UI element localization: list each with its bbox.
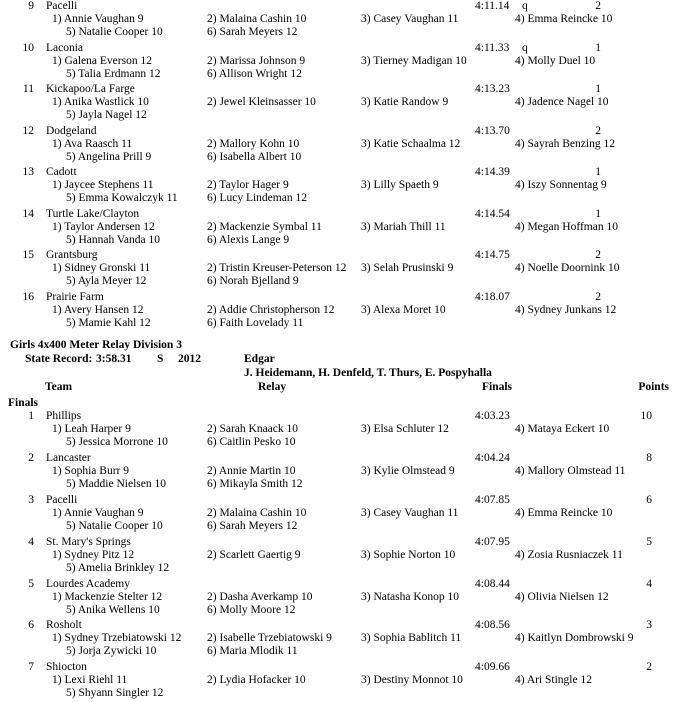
heat-number: 2 — [595, 249, 601, 261]
heat-number: 1 — [595, 208, 601, 220]
runner: 2) Scarlett Gaertig 9 — [207, 549, 301, 561]
runner: 5) Shyann Singler 12 — [66, 687, 164, 699]
runner: 6) Isabella Albert 10 — [207, 151, 302, 163]
team-name: Prairie Farm — [46, 291, 104, 303]
runner: 6) Alexis Lange 9 — [207, 234, 290, 246]
runner: 4) Zosia Rusniaczek 11 — [515, 549, 623, 561]
runner: 6) Sarah Meyers 12 — [207, 520, 298, 532]
team-name: Phillips — [46, 410, 82, 422]
heat-number: 1 — [595, 83, 601, 95]
runner: 6) Lucy Lindeman 12 — [207, 192, 307, 204]
runner: 5) Anika Wellens 10 — [66, 604, 160, 616]
team-name: Lourdes Academy — [46, 578, 130, 590]
team-place: 4 — [28, 536, 34, 548]
runner: 2) Taylor Hager 9 — [207, 179, 289, 191]
runner: 4) Sydney Junkans 12 — [515, 304, 617, 316]
runner: 2) Lydia Hofacker 10 — [207, 674, 306, 686]
team-time: 4:08.56 — [475, 619, 510, 631]
runner: 2) Malaina Cashin 10 — [207, 13, 307, 25]
team-points: 3 — [646, 619, 652, 631]
runner: 5) Angelina Prill 9 — [66, 151, 152, 163]
runner: 1) Jaycee Stephens 11 — [52, 179, 154, 191]
team-name: Turtle Lake/Clayton — [46, 208, 140, 220]
record-time: 3:58.31 — [96, 353, 132, 365]
runner: 3) Destiny Monnot 10 — [361, 674, 463, 686]
runner: 1) Sydney Trzebiatowski 12 — [52, 632, 182, 644]
team-place: 5 — [28, 578, 34, 590]
runner: 1) Avery Hansen 12 — [52, 304, 144, 316]
runner: 4) Noelle Doornink 10 — [515, 262, 620, 274]
team-points: 8 — [646, 452, 652, 464]
section-heading: Finals — [8, 397, 39, 409]
team-name: Dodgeland — [46, 125, 97, 137]
runner: 3) Kylie Olmstead 9 — [361, 465, 455, 477]
team-name: Rosholt — [46, 619, 82, 631]
runner: 4) Emma Reincke 10 — [515, 507, 613, 519]
team-time: 4:14.54 — [475, 208, 510, 220]
runner: 2) Tristin Kreuser-Peterson 12 — [207, 262, 347, 274]
runner: 5) Maddie Nielsen 10 — [66, 478, 166, 490]
runner: 3) Katie Randow 9 — [361, 96, 449, 108]
team-place: 16 — [22, 291, 34, 303]
event-title: Girls 4x400 Meter Relay Division 3 — [10, 339, 182, 351]
runner: 3) Mariah Thill 11 — [361, 221, 446, 233]
runner: 4) Jadence Nagel 10 — [515, 96, 609, 108]
team-time: 4:14.39 — [475, 166, 510, 178]
runner: 2) Annie Martin 10 — [207, 465, 296, 477]
runner: 2) Jewel Kleinsasser 10 — [207, 96, 316, 108]
runner: 3) Selah Prusinski 9 — [361, 262, 454, 274]
heat-number: 1 — [595, 166, 601, 178]
column-header-finals: Finals — [482, 381, 513, 393]
runner: 1) Sidney Gronski 11 — [52, 262, 151, 274]
runner: 1) Galena Everson 12 — [52, 55, 152, 67]
team-name: Laconia — [46, 42, 84, 54]
runner: 4) Molly Duel 10 — [515, 55, 596, 67]
team-points: 6 — [646, 494, 652, 506]
team-place: 2 — [28, 452, 34, 464]
runner: 4) Iszy Sonnentag 9 — [515, 179, 607, 191]
runner: 4) Kaitlyn Dombrowski 9 — [515, 632, 634, 644]
runner: 4) Emma Reincke 10 — [515, 13, 613, 25]
team-time: 4:11.33 — [475, 42, 510, 54]
team-name: Pacelli — [46, 0, 78, 12]
team-name: St. Mary's Springs — [46, 536, 131, 548]
team-place: 12 — [22, 125, 34, 137]
runner: 3) Natasha Konop 10 — [361, 591, 460, 603]
runner: 2) Sarah Knaack 10 — [207, 423, 299, 435]
team-time: 4:08.44 — [475, 578, 510, 590]
runner: 2) Malaina Cashin 10 — [207, 507, 307, 519]
runner: 1) Leah Harper 9 — [52, 423, 131, 435]
team-time: 4:13.70 — [475, 125, 510, 137]
team-time: 4:18.07 — [475, 291, 510, 303]
runner: 5) Talia Erdmann 12 — [66, 68, 161, 80]
team-name: Pacelli — [46, 494, 78, 506]
team-time: 4:04.24 — [475, 452, 510, 464]
runner: 2) Marissa Johnson 9 — [207, 55, 306, 67]
team-time: 4:14.75 — [475, 249, 510, 261]
record-year: 2012 — [178, 353, 201, 365]
column-header-points: Points — [638, 381, 669, 393]
team-place: 9 — [28, 0, 34, 12]
qualifier-mark: q — [522, 42, 528, 54]
runner: 2) Isabelle Trzebiatowski 9 — [207, 632, 332, 644]
runner: 3) Katie Schaalma 12 — [361, 138, 461, 150]
runner: 2) Dasha Averkamp 10 — [207, 591, 313, 603]
team-name: Lancaster — [46, 452, 91, 464]
runner: 6) Allison Wright 12 — [207, 68, 302, 80]
runner: 3) Alexa Moret 10 — [361, 304, 446, 316]
record-school: Edgar — [244, 353, 275, 365]
record-code: S — [157, 353, 164, 365]
runner: 5) Jayla Nagel 12 — [66, 109, 147, 121]
team-points: 2 — [646, 661, 652, 673]
runner: 5) Ayla Meyer 12 — [66, 275, 147, 287]
record-label: State Record: — [25, 353, 93, 365]
qualifier-mark: q — [522, 0, 528, 12]
runner: 2) Mallory Kohn 10 — [207, 138, 300, 150]
runner: 1) Taylor Andersen 12 — [52, 221, 155, 233]
runner: 5) Natalie Cooper 10 — [66, 26, 163, 38]
runner: 1) Annie Vaughan 9 — [52, 507, 144, 519]
team-time: 4:11.14 — [475, 0, 510, 12]
team-place: 11 — [22, 83, 34, 95]
runner: 3) Casey Vaughan 11 — [361, 13, 459, 25]
team-place: 13 — [22, 166, 34, 178]
runner: 1) Lexi Riehl 11 — [52, 674, 128, 686]
team-time: 4:09.66 — [475, 661, 510, 673]
runner: 1) Ava Raasch 11 — [52, 138, 133, 150]
team-time: 4:03.23 — [475, 410, 510, 422]
runner: 1) Sophia Burr 9 — [52, 465, 129, 477]
runner: 5) Jorja Zywicki 10 — [66, 645, 157, 657]
column-header-relay: Relay — [258, 381, 287, 393]
team-name: Cadott — [46, 166, 77, 178]
heat-number: 2 — [595, 291, 601, 303]
runner: 5) Natalie Cooper 10 — [66, 520, 163, 532]
team-name: Shiocton — [46, 661, 87, 673]
runner: 6) Maria Mlodik 11 — [207, 645, 298, 657]
runner: 2) Addie Christopherson 12 — [207, 304, 335, 316]
team-time: 4:13.23 — [475, 83, 510, 95]
runner: 2) Mackenzie Symbal 11 — [207, 221, 322, 233]
column-header-team: Team — [45, 381, 73, 393]
runner: 4) Olivia Nielsen 12 — [515, 591, 609, 603]
runner: 5) Amelia Brinkley 12 — [66, 562, 170, 574]
team-place: 6 — [28, 619, 34, 631]
runner: 6) Faith Lovelady 11 — [207, 317, 304, 329]
team-name: Grantsburg — [46, 249, 98, 261]
runner: 1) Anika Wastlick 10 — [52, 96, 149, 108]
team-time: 4:07.85 — [475, 494, 510, 506]
runner: 3) Elsa Schluter 12 — [361, 423, 449, 435]
team-points: 5 — [646, 536, 652, 548]
runner: 5) Emma Kowalczyk 11 — [66, 192, 178, 204]
runner: 6) Caitlin Pesko 10 — [207, 436, 296, 448]
runner: 5) Hannah Vanda 10 — [66, 234, 160, 246]
heat-number: 2 — [595, 125, 601, 137]
runner: 4) Mallory Olmstead 11 — [515, 465, 626, 477]
heat-number: 1 — [595, 42, 601, 54]
runner: 1) Mackenzie Stelter 12 — [52, 591, 163, 603]
runner: 3) Sophia Bablitch 11 — [361, 632, 462, 644]
team-place: 10 — [22, 42, 34, 54]
team-time: 4:07.95 — [475, 536, 510, 548]
runner: 6) Sarah Meyers 12 — [207, 26, 298, 38]
team-name: Kickapoo/La Farge — [46, 83, 135, 95]
team-place: 3 — [28, 494, 34, 506]
team-points: 10 — [640, 410, 652, 422]
runner: 4) Mataya Eckert 10 — [515, 423, 610, 435]
runner: 4) Ari Stingle 12 — [515, 674, 592, 686]
runner: 6) Molly Moore 12 — [207, 604, 296, 616]
runner: 3) Casey Vaughan 11 — [361, 507, 459, 519]
runner: 5) Jessica Morrone 10 — [66, 436, 168, 448]
heat-number: 2 — [595, 0, 601, 12]
runner: 4) Megan Hoffman 10 — [515, 221, 618, 233]
runner: 1) Annie Vaughan 9 — [52, 13, 144, 25]
runner: 6) Mikayla Smith 12 — [207, 478, 303, 490]
runner: 1) Sydney Pitz 12 — [52, 549, 135, 561]
team-place: 15 — [22, 249, 34, 261]
team-place: 14 — [22, 208, 34, 220]
runner: 3) Sophie Norton 10 — [361, 549, 456, 561]
runner: 5) Mamie Kahl 12 — [66, 317, 151, 329]
record-runners: J. Heidemann, H. Denfeld, T. Thurs, E. Pospyhalla — [244, 367, 492, 379]
runner: 4) Sayrah Benzing 12 — [515, 138, 615, 150]
team-points: 4 — [646, 578, 652, 590]
team-place: 1 — [28, 410, 34, 422]
runner: 3) Tierney Madigan 10 — [361, 55, 467, 67]
runner: 6) Norah Bjelland 9 — [207, 275, 299, 287]
runner: 3) Lilly Spaeth 9 — [361, 179, 439, 191]
team-place: 7 — [28, 661, 34, 673]
